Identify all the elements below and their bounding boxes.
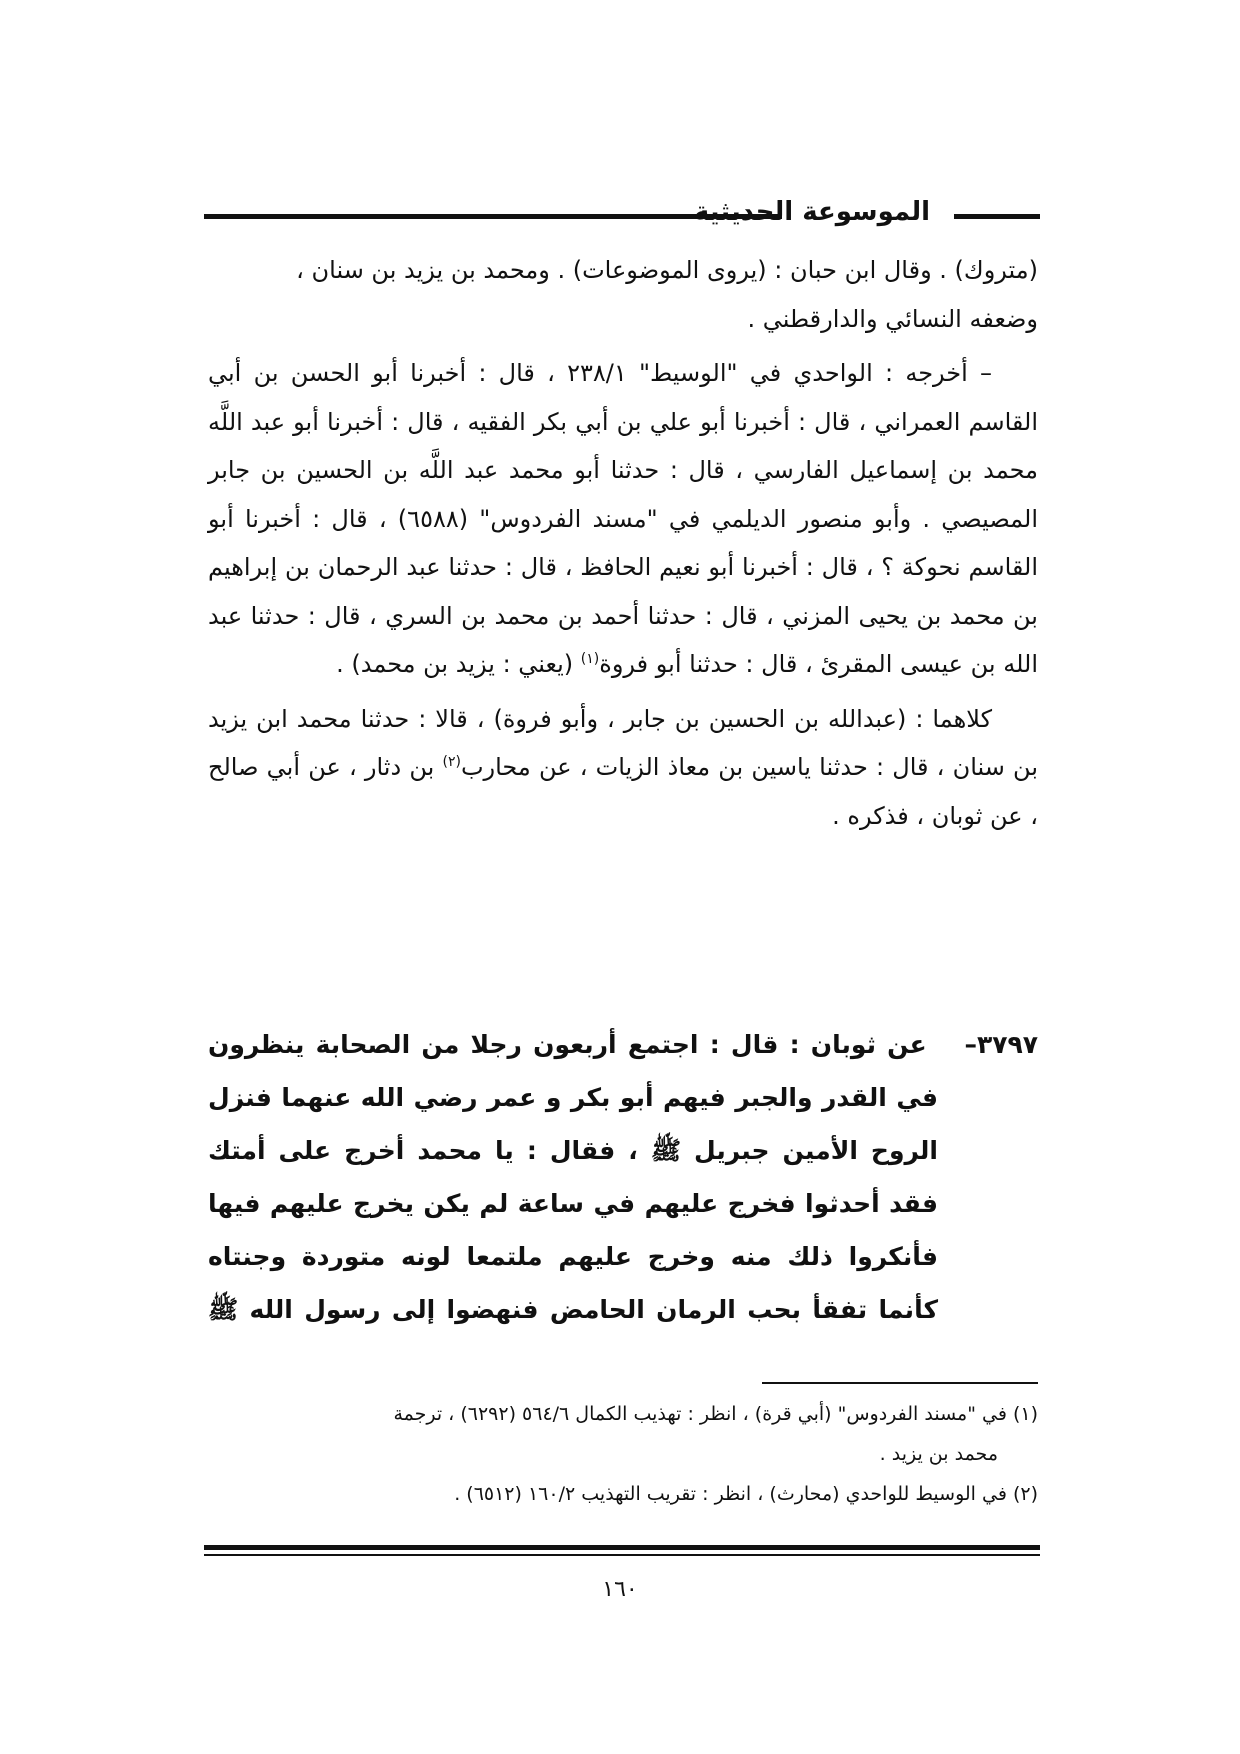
paragraph-2-text: – أخرجه : الواحدي في "الوسيط" ٢٣٨/١ ، قال : أخبرنا أبو الحسن بن أبي القاسم العمراني ، قال : أخبرنا أبو علي بن أبي بكر الفقيه ، قال : أخبرنا أبو عبد اللَّه محمد بن إسماعيل الفارسي ، قال : حدثنا أبو محمد عبد اللَّه بن الحسين بن جابر المصيصي . وأبو منصور الديلمي في "مسند الفردوس" (٦٥٨٨) ، قال : أخبرنا أبو القاسم نحوكة ؟ ، قال : أخبرنا أبو نعيم الحافظ ، قال : حدثنا عبد الرحمان بن إبراهيم بن محمد بن يحيى المزني ، قال : حدثنا أحمد بن محمد بن السري ، قال : حدثنا عبد الله بن عيسى المقرئ ، قال : حدثنا أبو فروة <box>208 359 1038 678</box>
hadith-line-1-text: عن ثوبان : قال : اجتمع أربعون رجلا من الصحابة ينظرون <box>208 1030 927 1059</box>
paragraph-3 <box>208 695 1038 841</box>
paragraph-1 <box>208 246 1038 343</box>
paragraph-3-text: كلاهما : (عبدالله بن الحسين بن جابر ، وأبو فروة) ، قالا : حدثنا محمد ابن يزيد بن سنان ، قال : حدثنا ياسين بن معاذ الزيات ، عن محارب <box>208 704 1038 781</box>
running-header <box>204 192 1040 236</box>
footnote-2: (٢) في الوسيط للواحدي (محارث) ، انظر : تقريب التهذيب ١٦٠/٢ (٦٥١٢) . <box>454 1483 1038 1505</box>
footnote-separator <box>762 1382 1038 1384</box>
header-title: الموسوعة الحديثية <box>693 197 930 227</box>
paragraph-2 <box>208 349 1038 689</box>
paragraph-3-text-end: بن دثار ، عن أبي صالح ، عن ثوبان ، فذكره . <box>208 753 1038 830</box>
footnote-1-line-1: (١) في "مسند الفردوس" (أبي قرة) ، انظر : تهذيب الكمال ٥٦٤/٦ (٦٢٩٢) ، ترجمة <box>393 1403 1038 1425</box>
bottom-rule-thin <box>204 1554 1040 1556</box>
footnote-1-line-2: محمد بن يزيد . <box>879 1443 998 1465</box>
hadith-line-6: كأنما تفقأ بحب الرمان الحامض فنهضوا إلى رسول الله ﷺ <box>208 1295 938 1324</box>
hadith-number: ٣٧٩٧– <box>964 1030 1038 1059</box>
hadith-line-4: فقد أحدثوا فخرج عليهم في ساعة لم يكن يخرج عليهم فيها <box>208 1189 938 1218</box>
hadith-line-2: في القدر والجبر فيهم أبو بكر و عمر رضي الله عنهما فنزل <box>208 1083 938 1112</box>
footnotes <box>208 1394 1038 1514</box>
hadith-line-3: الروح الأمين جبريل ﷺ ، فقال : يا محمد أخرج على أمتك <box>208 1136 938 1165</box>
footnote-ref-2: (٢) <box>442 754 461 770</box>
paragraph-1-line-1: (متروك) . وقال ابن حبان : (يروى الموضوعات) . ومحمد بن يزيد بن سنان ، <box>296 256 1038 284</box>
hadith-line-5: فأنكروا ذلك منه وخرج عليهم ملتمعا لونه متوردة وجنتاه <box>208 1242 938 1271</box>
main-text <box>208 246 1038 840</box>
bottom-rule-thick <box>204 1545 1040 1550</box>
page-number: ١٦٠ <box>602 1577 638 1602</box>
footnote-1 <box>208 1394 1038 1474</box>
paragraph-2-text-end: (يعني : يزيد بن محمد) . <box>336 650 581 678</box>
header-rule-right <box>954 214 1040 219</box>
hadith-line-1 <box>208 1018 1038 1071</box>
hadith-entry <box>208 1018 1038 1336</box>
paragraph-1-line-2: وضعفه النسائي والدارقطني . <box>747 304 1038 333</box>
footnote-ref-1: (١) <box>580 651 600 667</box>
